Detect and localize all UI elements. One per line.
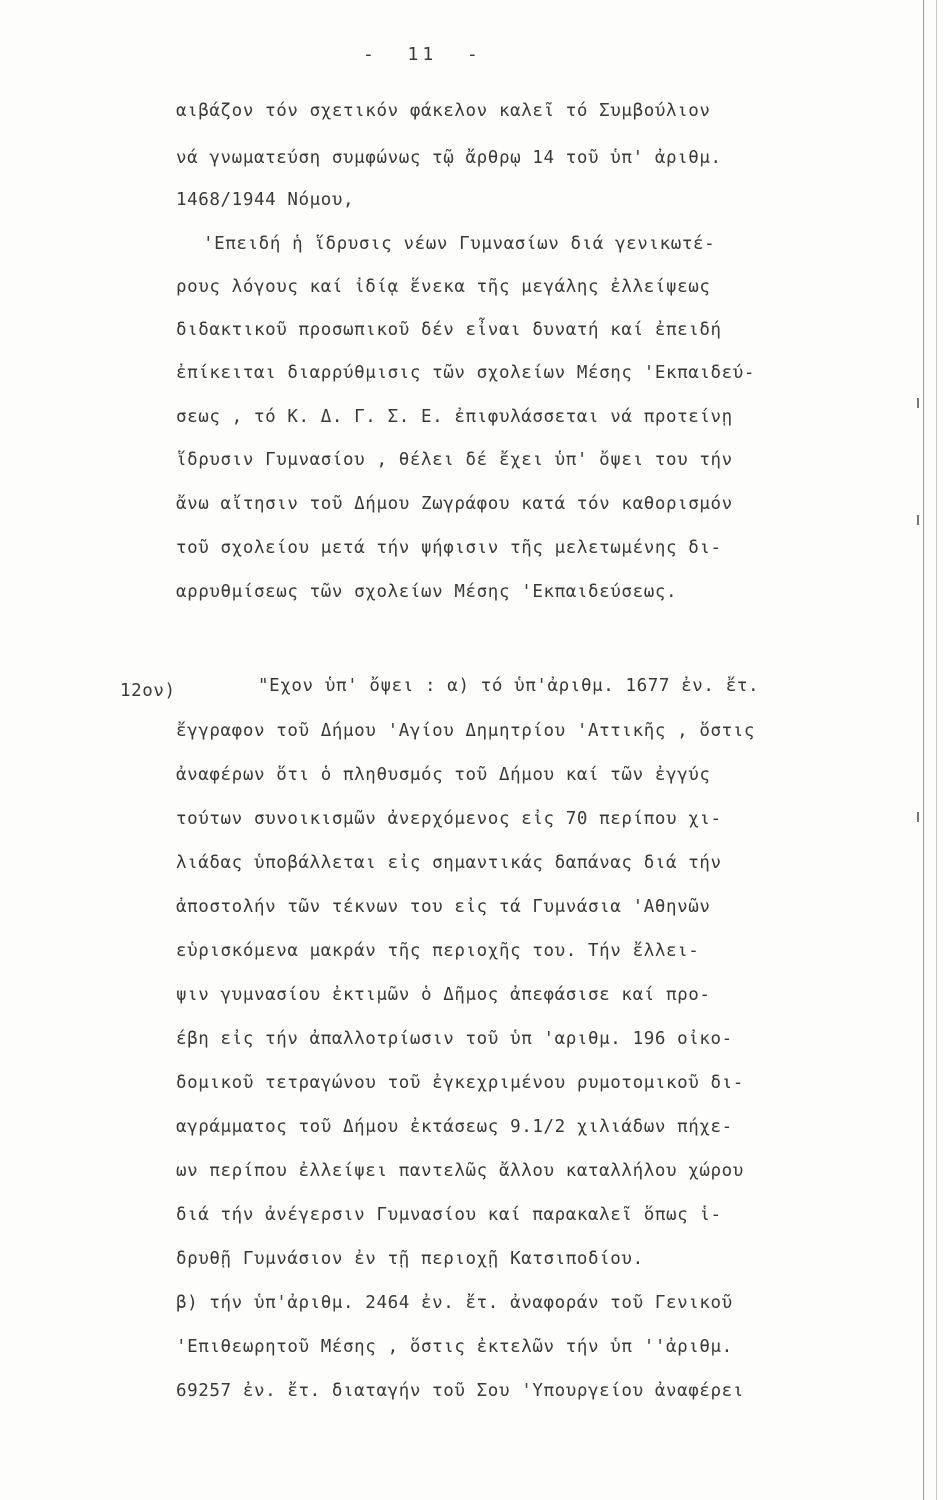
text-line: ρους λόγους καί ἰδίᾳ ἕνεκα τῆς μεγάλης ἐλλείψεως: [176, 277, 711, 297]
text-line: ἐπίκειται διαρρύθμισις τῶν σχολείων Μέσης 'Εκπαιδεύ-: [176, 363, 756, 383]
text-line: έβη εἰς τήν ἀπαλλοτρίωσιν τοῦ ὑπ 'αριθμ. 196 οἰκο-: [176, 1029, 733, 1049]
text-line: 'Επιθεωρητοῦ Μέσης , ὅστις ἐκτελῶν τήν ὑπ ''ἀριθμ.: [176, 1337, 733, 1357]
text-line: β) τήν ὑπ'ἀριθμ. 2464 ἐν. ἔτ. ἀναφοράν τοῦ Γενικοῦ: [176, 1293, 733, 1313]
text-line: λιάδας ὑποβάλλεται εἰς σημαντικάς δαπάνας διά τήν: [176, 853, 722, 873]
text-line: δομικοῦ τετραγώνου τοῦ ἐγκεχριμένου ρυμοτομικοῦ δι-: [176, 1073, 744, 1093]
text-line: σεως , τό Κ. Δ. Γ. Σ. Ε. ἐπιφυλάσσεται νά προτείνῃ: [176, 407, 733, 427]
edge-mark: [917, 812, 919, 822]
page-binding-edge: [923, 0, 937, 1500]
text-line: ἵδρυσιν Γυμνασίου , θέλει δέ ἔχει ὑπ' ὄψει του τήν: [176, 450, 733, 470]
text-line: ἀναφέρων ὅτι ὁ πληθυσμός τοῦ Δήμου καί τῶν ἐγγύς: [176, 765, 711, 785]
text-line: τοῦ σχολείου μετά τήν ψήφισιν τῆς μελετωμένης δι-: [176, 538, 722, 558]
text-line: εὑρισκόμενα μακράν τῆς περιοχῆς του. Τήν ἔλλει-: [176, 941, 700, 961]
text-line: δρυθῇ Γυμνάσιον ἐν τῇ περιοχῇ Κατσιποδίου.: [176, 1249, 644, 1269]
text-line: τούτων συνοικισμῶν ἀνερχόμενος εἰς 70 περίπου χι-: [176, 809, 722, 829]
text-line: ἀποστολήν τῶν τέκνων του εἰς τά Γυμνάσια 'Αθηνῶν: [176, 897, 711, 917]
item-number: 12ον): [120, 681, 176, 701]
text-line: διά τήν ἀνέγερσιν Γυμνασίου καί παρακαλεῖ ὅπως ἱ-: [176, 1205, 722, 1225]
text-line: ἔγγραφον τοῦ Δήμου 'Αγίου Δημητρίου 'Αττικῆς , ὅστις: [176, 721, 756, 741]
text-line: αιβάζον τόν σχετικόν φάκελον καλεῖ τό Συμβούλιον: [176, 101, 711, 121]
text-line: ψιν γυμνασίου ἐκτιμῶν ὁ Δῆμος ἀπεφάσισε καί προ-: [176, 985, 711, 1005]
edge-mark: [917, 515, 919, 525]
text-line: 1468/1944 Νόμου,: [176, 190, 355, 210]
text-line: ἄνω αἴτησιν τοῦ Δήμου Ζωγράφου κατά τόν καθορισμόν: [176, 494, 733, 514]
text-line: 69257 ἐν. ἔτ. διαταγήν τοῦ Σου 'Υπουργείου ἀναφέρει: [176, 1381, 744, 1401]
text-line: "Εχον ὑπ' ὄψει : α) τό ὑπ'ἀριθμ. 1677 ἐν. ἔτ.: [258, 676, 760, 696]
text-line: νά γνωματεύση συμφώνως τῷ ἄρθρῳ 14 τοῦ ὑπ' ἀριθμ.: [176, 148, 722, 168]
page-number: - 11 -: [363, 44, 482, 65]
edge-mark: [917, 398, 919, 408]
text-line: αρρυθμίσεως τῶν σχολείων Μέσης 'Εκπαιδεύσεως.: [176, 582, 678, 602]
text-line: ων περίπου ἐλλείψει παντελῶς ἄλλου καταλλήλου χώρου: [176, 1161, 744, 1181]
text-line: διδακτικοῦ προσωπικοῦ δέν εἶναι δυνατή καί ἐπειδή: [176, 320, 722, 340]
text-line: αγράμματος τοῦ Δήμου ἐκτάσεως 9.1/2 χιλιάδων πήχε-: [176, 1117, 733, 1137]
text-line: 'Επειδή ἡ ἵδρυσις νέων Γυμνασίων διά γενικωτέ-: [203, 234, 716, 254]
